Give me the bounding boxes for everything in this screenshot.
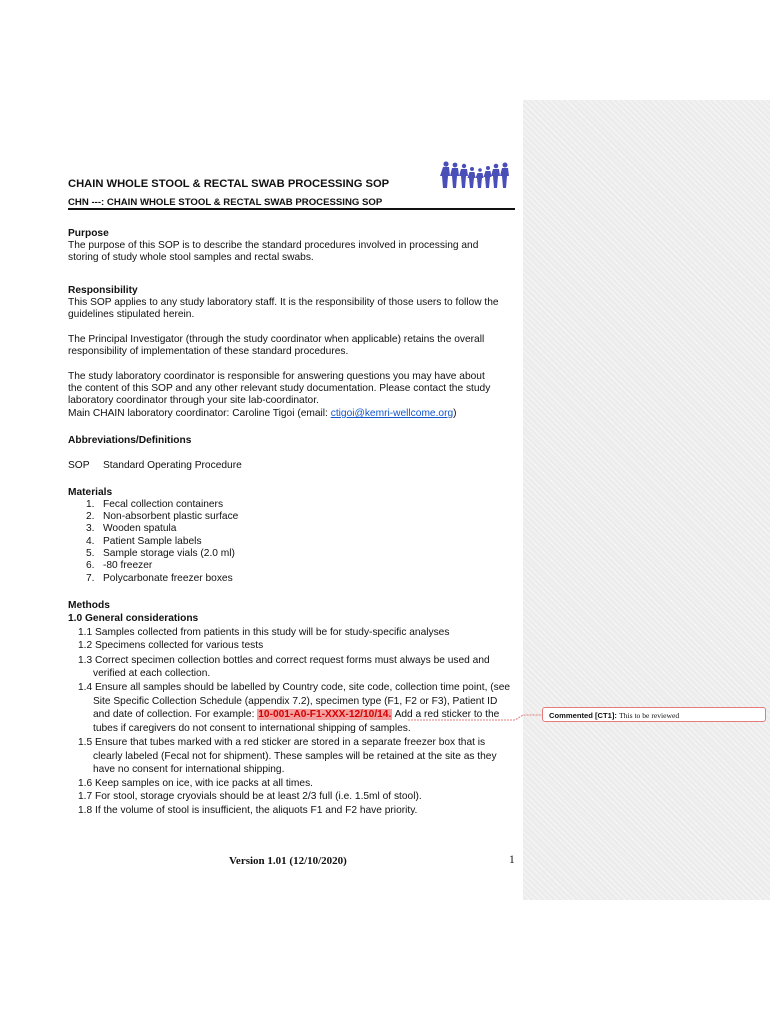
example-suffix: Add a red sticker to the bbox=[392, 709, 500, 720]
list-item-number: 5. bbox=[86, 548, 95, 559]
responsibility-line: responsibility of implementation of these standard procedures. bbox=[68, 346, 349, 357]
methods-line: 1.6 Keep samples on ice, with ice packs at all times. bbox=[78, 778, 313, 789]
list-item: Polycarbonate freezer boxes bbox=[103, 573, 233, 584]
purpose-line: The purpose of this SOP is to describe the standard procedures involved in processing and bbox=[68, 240, 479, 251]
list-item-number: 4. bbox=[86, 536, 95, 547]
contact-suffix: ) bbox=[453, 408, 457, 419]
methods-subheading: 1.0 General considerations bbox=[68, 613, 199, 624]
methods-line: tubes if caregivers do not consent to international shipping of samples. bbox=[93, 723, 411, 734]
materials-heading: Materials bbox=[68, 487, 113, 498]
review-comment[interactable] bbox=[542, 707, 766, 722]
list-item-number: 2. bbox=[86, 511, 95, 522]
abbreviations-heading: Abbreviations/Definitions bbox=[68, 435, 192, 446]
contact-prefix: Main CHAIN laboratory coordinator: Caroline Tigoi (email: bbox=[68, 408, 331, 419]
responsibility-line: the content of this SOP and any other relevant study documentation. Please contact the study bbox=[68, 383, 491, 394]
page-number: 1 bbox=[509, 854, 515, 866]
methods-line: 1.3 Correct specimen collection bottles and correct request forms must always be used and bbox=[78, 655, 490, 666]
responsibility-line: The Principal Investigator (through the study coordinator when applicable) retains the overall bbox=[68, 334, 485, 345]
header-divider bbox=[68, 208, 515, 210]
methods-line: 1.1 Samples collected from patients in this study will be for study-specific analyses bbox=[78, 627, 450, 638]
document-title: CHAIN WHOLE STOOL & RECTAL SWAB PROCESSING SOP bbox=[68, 178, 390, 190]
methods-line: verified at each collection. bbox=[93, 668, 211, 679]
methods-line: 1.5 Ensure that tubes marked with a red sticker are stored in a separate freezer box that is bbox=[78, 737, 486, 748]
list-item-number: 3. bbox=[86, 523, 95, 534]
methods-line: 1.2 Specimens collected for various tests bbox=[78, 640, 264, 651]
comment-label: Commented [CT1]: bbox=[549, 711, 617, 720]
responsibility-line: The study laboratory coordinator is responsible for answering questions you may have about bbox=[68, 371, 485, 382]
purpose-line: storing of study whole stool samples and rectal swabs. bbox=[68, 252, 314, 263]
list-item: Patient Sample labels bbox=[103, 536, 202, 547]
abbreviation-term: SOP bbox=[68, 460, 90, 471]
list-item: Wooden spatula bbox=[103, 523, 177, 534]
document-subtitle: CHN ---: CHAIN WHOLE STOOL & RECTAL SWAB PROCESSING SOP bbox=[68, 197, 383, 208]
methods-line: 1.7 For stool, storage cryovials should be at least 2/3 full (i.e. 1.5ml of stool). bbox=[78, 791, 422, 802]
list-item: Non-absorbent plastic surface bbox=[103, 511, 239, 522]
example-prefix: and date of collection. For example: bbox=[93, 709, 258, 720]
responsibility-line: guidelines stipulated herein. bbox=[68, 309, 195, 320]
list-item: Sample storage vials (2.0 ml) bbox=[103, 548, 235, 559]
methods-line bbox=[93, 709, 499, 721]
responsibility-line: laboratory coordinator through your site lab-coordinator. bbox=[68, 395, 319, 406]
list-item-number: 1. bbox=[86, 499, 95, 510]
abbreviation-definition: Standard Operating Procedure bbox=[103, 460, 242, 471]
methods-heading: Methods bbox=[68, 600, 110, 611]
version-footer: Version 1.01 (12/10/2020) bbox=[229, 855, 347, 867]
highlighted-example-id[interactable]: 10-001-A0-F1-XXX-12/10/14. bbox=[258, 709, 392, 720]
list-item: Fecal collection containers bbox=[103, 499, 224, 510]
contact-line bbox=[68, 408, 457, 420]
methods-line: 1.8 If the volume of stool is insufficient, the aliquots F1 and F2 have priority. bbox=[78, 805, 418, 816]
methods-line: 1.4 Ensure all samples should be labelled by Country code, site code, collection time point, (see bbox=[78, 682, 511, 693]
list-item-number: 7. bbox=[86, 573, 95, 584]
methods-line: Site Specific Collection Schedule (appendix 7.2), specimen type (F1, F2 or F3), Patient ID bbox=[93, 696, 498, 707]
responsibility-line: This SOP applies to any study laboratory staff. It is the responsibility of those users to follow the bbox=[68, 297, 499, 308]
responsibility-heading: Responsibility bbox=[68, 285, 138, 296]
list-item: -80 freezer bbox=[103, 560, 153, 571]
people-group-icon bbox=[440, 160, 512, 190]
comment-text: This to be reviewed bbox=[619, 711, 680, 720]
email-link[interactable]: ctigoi@kemri-wellcome.org bbox=[330, 408, 454, 419]
methods-line: clearly labeled (Fecal not for shipment). These samples will be retained at the site as they bbox=[93, 751, 497, 762]
list-item-number: 6. bbox=[86, 560, 95, 571]
comments-margin-pane bbox=[523, 100, 770, 900]
methods-line: have no consent for international shipping. bbox=[93, 764, 285, 775]
purpose-heading: Purpose bbox=[68, 228, 109, 239]
